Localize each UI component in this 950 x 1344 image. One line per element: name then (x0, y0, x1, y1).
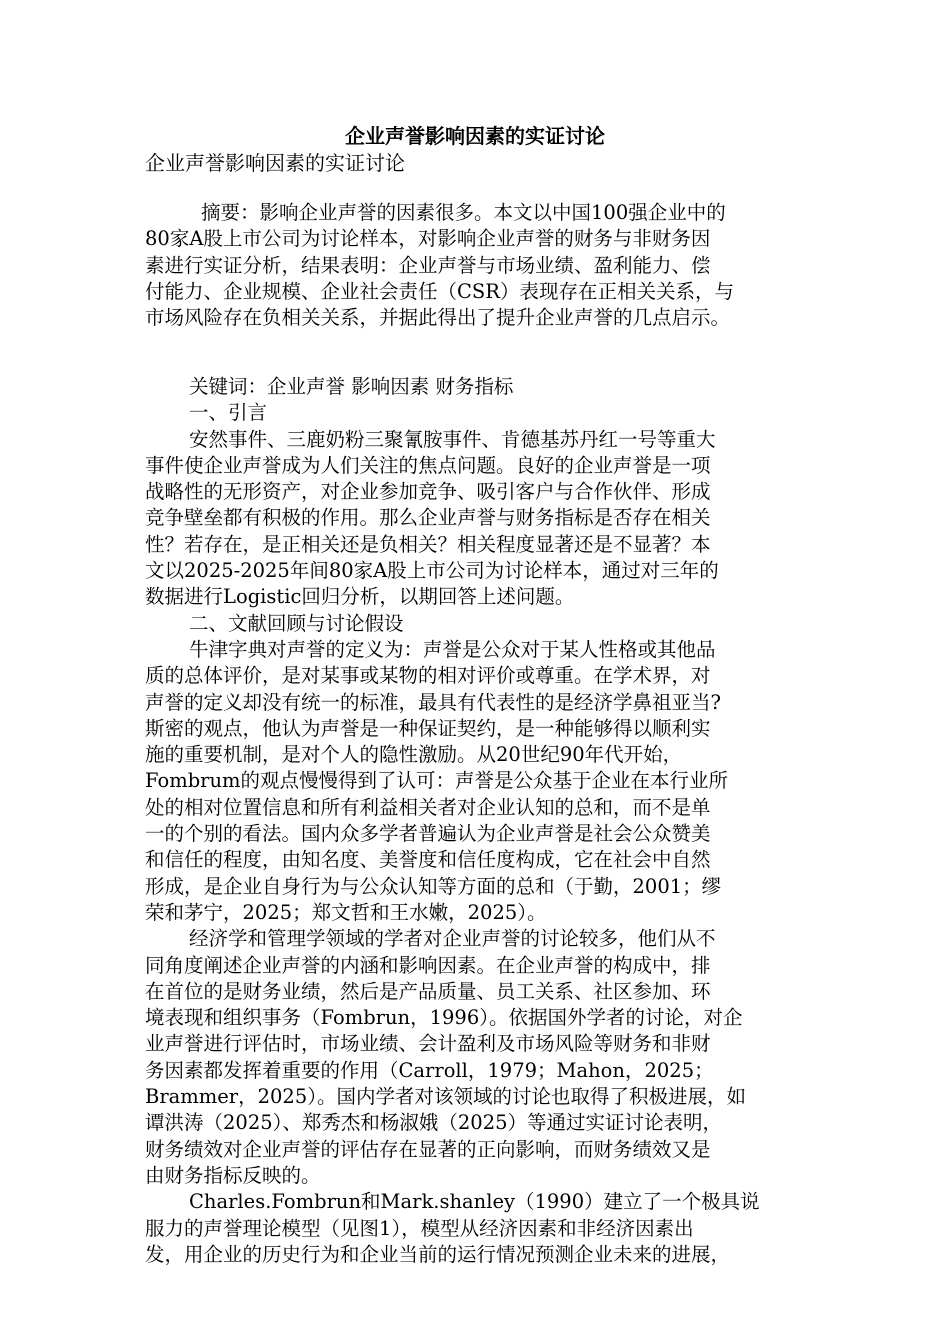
paragraph-line: 财务绩效对企业声誉的评估存在显著的正向影响，而财务绩效又是 (145, 1137, 711, 1161)
paragraph-line: 性？若存在，是正相关还是负相关？相关程度显著还是不显著？本 (145, 532, 711, 556)
abstract-line: 市场风险存在负相关关系，并据此得出了提升企业声誉的几点启示。 (145, 306, 731, 330)
paragraph-line: 经济学和管理学领域的学者对企业声誉的讨论较多，他们从不 (189, 927, 716, 951)
abstract-line: 摘要：影响企业声誉的因素很多。本文以中国100强企业中的 (201, 201, 726, 224)
paragraph-line: 安然事件、三鹿奶粉三聚氰胺事件、肯德基苏丹红一号等重大 (189, 427, 716, 451)
paragraph-line: 业声誉进行评估时，市场业绩、会计盈利及市场风险等财务和非财 (145, 1032, 711, 1056)
keywords: 关键词：企业声誉 影响因素 财务指标 (189, 375, 514, 398)
abstract (145, 200, 805, 331)
document-title: 企业声誉影响因素的实证讨论 (345, 124, 605, 148)
paragraph-line: 谭洪涛（2025）、郑秀杰和杨淑娥（2025）等通过实证讨论表明， (145, 1111, 723, 1135)
paragraph-line: 处的相对位置信息和所有利益相关者对企业认知的总和，而不是单 (145, 795, 711, 819)
paragraph-line: 声誉的定义却没有统一的标准，最具有代表性的是经济学鼻祖亚当? (145, 690, 721, 714)
paragraph-line: 斯密的观点，他认为声誉是一种保证契约，是一种能够得以顺利实 (145, 716, 711, 740)
paragraph-line: 发，用企业的历史行为和企业当前的运行情况预测企业未来的进展， (145, 1242, 731, 1266)
paragraph-line: 牛津字典对声誉的定义为：声誉是公众对于某人性格或其他品 (189, 637, 716, 661)
paragraph-line: 荣和茅宁，2025；郑文哲和王水嫩，2025）。 (145, 900, 547, 924)
section-heading-introduction: 一、引言 (189, 401, 268, 425)
paragraph-line: 施的重要机制，是对个人的隐性激励。从20世纪90年代开始， (145, 743, 683, 767)
abstract-line: 80家A股上市公司为讨论样本，对影响企业声誉的财务与非财务因 (145, 227, 711, 251)
body-text (145, 374, 805, 1268)
paragraph-line: 和信任的程度，由知名度、美誉度和信任度构成，它在社会中自然 (145, 848, 711, 872)
paragraph-line: Brammer，2025）。国内学者对该领域的讨论也取得了积极进展，如 (145, 1085, 746, 1109)
paragraph-line: 质的总体评价，是对某事或某物的相对评价或尊重。在学术界，对 (145, 664, 711, 688)
paragraph-line: 竞争壁垒都有积极的作用。那么企业声誉与财务指标是否存在相关 (145, 506, 711, 530)
paragraph-line: 境表现和组织事务（Fombrun，1996）。依据国外学者的讨论，对企 (145, 1006, 743, 1030)
paragraph-line: 同角度阐述企业声誉的内涵和影响因素。在企业声誉的构成中，排 (145, 953, 711, 977)
paragraph-line: 战略性的无形资产，对企业参加竞争、吸引客户与合作伙伴、形成 (145, 480, 711, 504)
document-subtitle: 企业声誉影响因素的实证讨论 (145, 151, 405, 175)
paragraph-line: 一的个别的看法。国内众多学者普遍认为企业声誉是社会公众赞美 (145, 822, 711, 846)
paragraph-line: 形成，是企业自身行为与公众认知等方面的总和（于勤，2001；缪 (145, 874, 722, 898)
paragraph-line: 务因素都发挥着重要的作用（Carroll，1979；Mahon，2025； (145, 1058, 714, 1082)
section-heading-literature-review: 二、文献回顾与讨论假设 (189, 611, 404, 635)
paragraph-line: 服力的声誉理论模型（见图1），模型从经济因素和非经济因素出 (145, 1216, 694, 1240)
paragraph-line: Fombrum的观点慢慢得到了认可：声誉是公众基于企业在本行业所 (145, 769, 729, 793)
abstract-line: 付能力、企业规模、企业社会责任（CSR）表现存在正相关关系，与 (145, 279, 734, 303)
paragraph-line: Charles.Fombrun和Mark.shanley（1990）建立了一个极具说 (189, 1190, 760, 1214)
paragraph-line: 在首位的是财务业绩，然后是产品质量、员工关系、社区参加、环 (145, 979, 711, 1003)
paragraph-line: 由财务指标反映的。 (145, 1163, 321, 1187)
abstract-line: 素进行实证分析，结果表明：企业声誉与市场业绩、盈利能力、偿 (145, 253, 711, 277)
paragraph-line: 数据进行Logistic回归分析，以期回答上述问题。 (145, 585, 575, 609)
paragraph-line: 文以2025-2025年间80家A股上市公司为讨论样本，通过对三年的 (145, 559, 719, 583)
paragraph-line: 事件使企业声誉成为人们关注的焦点问题。良好的企业声誉是一项 (145, 453, 711, 477)
